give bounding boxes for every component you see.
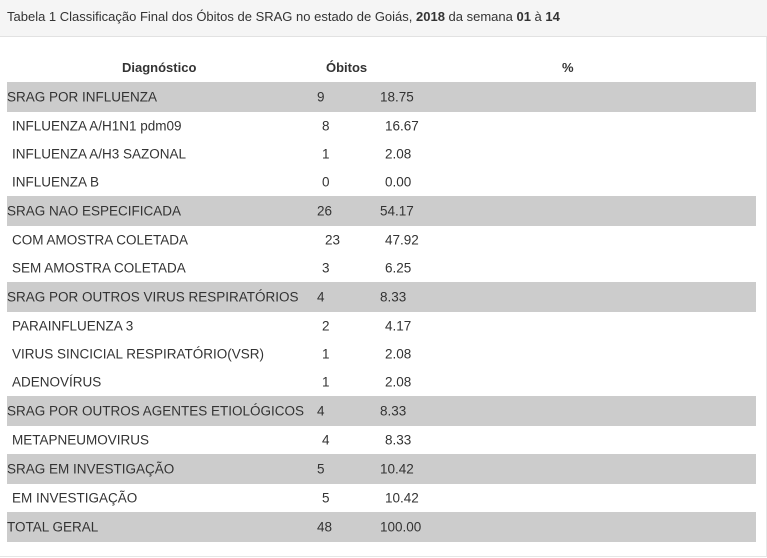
row-label: TOTAL GERAL [7, 519, 99, 535]
table-row [7, 254, 756, 282]
caption-prefix: Tabela 1 Classificação Final dos Óbitos de SRAG no estado de Goiás, [7, 9, 416, 24]
row-deaths: 1 [322, 346, 330, 362]
row-label: SRAG POR OUTROS VIRUS RESPIRATÓRIOS [7, 289, 299, 305]
table-row [7, 512, 756, 542]
row-percent: 100.00 [380, 519, 422, 535]
row-percent: 10.42 [385, 490, 419, 506]
table-row [7, 282, 756, 312]
row-percent: 18.75 [380, 89, 414, 105]
table-row [7, 454, 756, 484]
row-deaths: 23 [325, 232, 341, 248]
table-row [7, 368, 756, 396]
caption-middle: da semana [444, 9, 517, 24]
table-row [7, 112, 756, 140]
row-percent: 0.00 [385, 174, 412, 190]
row-deaths: 26 [317, 203, 333, 219]
row-deaths: 8 [322, 118, 330, 134]
row-percent: 8.33 [380, 289, 407, 305]
row-percent: 16.67 [385, 118, 419, 134]
caption-week-start: 01 [516, 9, 531, 24]
row-deaths: 5 [322, 490, 330, 506]
row-label: SEM AMOSTRA COLETADA [12, 260, 186, 276]
row-percent: 2.08 [385, 146, 412, 162]
row-percent: 54.17 [380, 203, 414, 219]
row-deaths: 0 [322, 174, 330, 190]
table-row [7, 196, 756, 226]
table-row [7, 140, 756, 168]
row-label: METAPNEUMOVIRUS [12, 432, 150, 448]
row-percent: 8.33 [380, 403, 407, 419]
row-label: COM AMOSTRA COLETADA [12, 232, 189, 248]
row-deaths: 9 [317, 89, 325, 105]
row-label: INFLUENZA A/H3 SAZONAL [12, 146, 187, 162]
row-deaths: 4 [317, 289, 325, 305]
row-percent: 47.92 [385, 232, 419, 248]
row-percent: 10.42 [380, 461, 414, 477]
row-percent: 2.08 [385, 346, 412, 362]
table-caption [7, 9, 560, 24]
header-percent: % [562, 60, 574, 75]
table-row [7, 82, 756, 112]
caption-year: 2018 [416, 9, 445, 24]
table-row [7, 396, 756, 426]
table-row [7, 426, 756, 454]
row-label: INFLUENZA B [12, 174, 100, 190]
table-row [7, 484, 756, 512]
row-label: VIRUS SINCICIAL RESPIRATÓRIO(VSR) [12, 346, 265, 362]
header-diagnostico: Diagnóstico [122, 60, 197, 75]
row-deaths: 3 [322, 260, 330, 276]
row-label: ADENOVÍRUS [12, 374, 102, 390]
row-deaths: 5 [317, 461, 325, 477]
row-label: INFLUENZA A/H1N1 pdm09 [12, 118, 182, 134]
row-deaths: 4 [317, 403, 325, 419]
row-label: SRAG NAO ESPECIFICADA [7, 203, 182, 219]
table-row [7, 168, 756, 196]
caption-week-end: 14 [545, 9, 560, 24]
row-percent: 4.17 [385, 318, 412, 334]
row-percent: 6.25 [385, 260, 412, 276]
row-label: PARAINFLUENZA 3 [12, 318, 134, 334]
table-row [7, 340, 756, 368]
row-label: SRAG POR OUTROS AGENTES ETIOLÓGICOS [7, 403, 305, 419]
row-percent: 8.33 [385, 432, 412, 448]
row-label: SRAG EM INVESTIGAÇÃO [7, 461, 175, 477]
row-percent: 2.08 [385, 374, 412, 390]
row-deaths: 2 [322, 318, 330, 334]
row-deaths: 1 [322, 146, 330, 162]
table-row [7, 312, 756, 340]
row-deaths: 48 [317, 519, 333, 535]
caption-bar [0, 0, 767, 37]
row-deaths: 4 [322, 432, 330, 448]
table-row [7, 226, 756, 254]
header-obitos: Óbitos [326, 60, 368, 75]
row-deaths: 1 [322, 374, 330, 390]
caption-sep: à [530, 9, 546, 24]
row-label: EM INVESTIGAÇÃO [12, 490, 138, 506]
row-label: SRAG POR INFLUENZA [7, 89, 158, 105]
